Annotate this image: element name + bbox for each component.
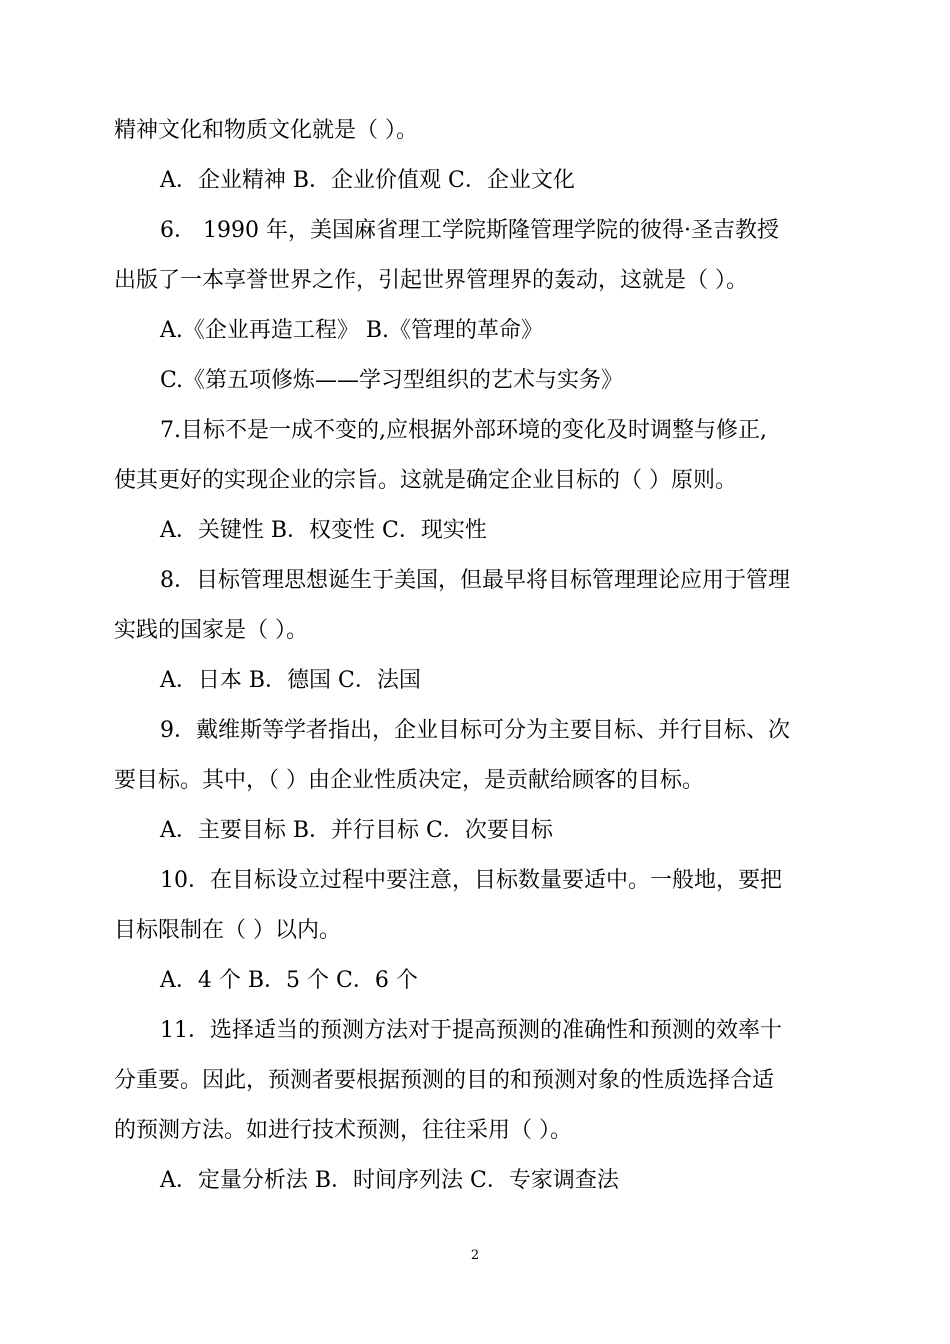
option-line: A．日本 B．德国 C．法国 [160,668,421,693]
text-line: 分重要。因此，预测者要根据预测的目的和预测对象的性质选择合适 [114,1068,775,1093]
option-line: A.《企业再造工程》 B.《管理的革命》 [160,318,544,343]
question-line: 11．选择适当的预测方法对于提高预测的准确性和预测的效率十 [160,1018,782,1043]
text-line: 实践的国家是（ ）。 [114,618,308,643]
page-number: 2 [470,1248,480,1263]
question-line: 9．戴维斯等学者指出，企业目标可分为主要目标、并行目标、次 [160,718,790,743]
text-line: 的预测方法。如进行技术预测，往往采用（ ）。 [114,1118,572,1143]
option-line: C.《第五项修炼——学习型组织的艺术与实务》 [160,368,624,393]
option-line: A．定量分析法 B．时间序列法 C．专家调查法 [160,1168,619,1193]
document-body [114,106,836,1206]
text-line: 目标限制在（ ）以内。 [114,918,341,943]
option-line: A．主要目标 B．并行目标 C．次要目标 [160,818,553,843]
option-line: A．4 个 B．5 个 C．6 个 [160,968,418,993]
question-line: 8．目标管理思想诞生于美国，但最早将目标管理理论应用于管理 [160,568,790,593]
text-line: 要目标。其中，（ ）由企业性质决定，是贡献给顾客的目标。 [114,768,704,793]
question-line: 7.目标不是一成不变的,应根据外部环境的变化及时调整与修正, [160,418,767,443]
text-line: 出版了一本享誉世界之作，引起世界管理界的轰动，这就是（ ）。 [114,268,748,293]
option-line: A．企业精神 B．企业价值观 C．企业文化 [160,168,575,193]
question-line: 10．在目标设立过程中要注意，目标数量要适中。一般地，要把 [160,868,782,893]
text-line: 精神文化和物质文化就是（ ）。 [114,118,418,143]
question-line: 6． 1990 年，美国麻省理工学院斯隆管理学院的彼得·圣吉教授 [160,218,779,243]
text-line: 使其更好的实现企业的宗旨。这就是确定企业目标的（ ）原则。 [114,468,737,493]
option-line: A．关键性 B．权变性 C．现实性 [160,518,487,543]
